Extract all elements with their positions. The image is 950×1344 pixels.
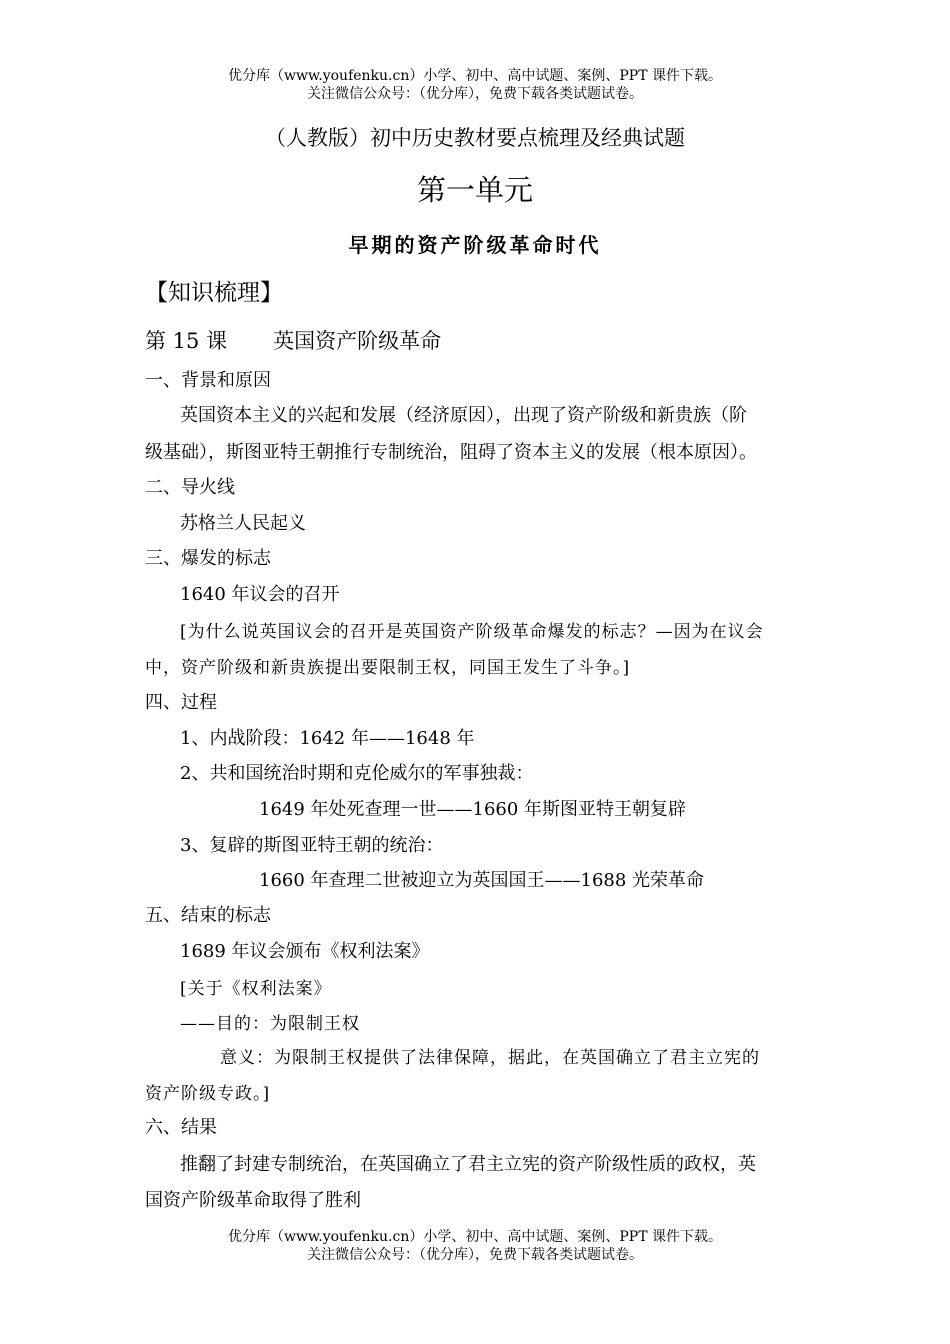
- note: [关于《权利法案》: [180, 979, 332, 999]
- note: ——目的：为限制王权: [180, 1014, 360, 1034]
- unit-title: 第一单元: [416, 173, 533, 207]
- paragraph: 1689 年议会颁布《权利法案》: [180, 941, 430, 962]
- list-item-detail: 1660 年查理二世被迎立为英国国王——1688 光荣革命: [259, 870, 705, 891]
- note: 资产阶级专政。]: [145, 1084, 271, 1104]
- note: 中，资产阶级和新贵族提出要限制王权，同国王发生了斗争。]: [145, 658, 631, 678]
- note: 意义：为限制王权提供了法律保障，据此，在英国确立了君主立宪的: [220, 1048, 760, 1068]
- heading-background: 一、背景和原因: [145, 370, 271, 391]
- note: [为什么说英国议会的召开是英国资产阶级革命爆发的标志？—因为在议会: [180, 622, 764, 642]
- list-item-detail: 1649 年处死查理一世——1660 年斯图亚特王朝复辟: [259, 799, 687, 820]
- section-heading: 【知识梳理】: [145, 280, 283, 306]
- paragraph: 苏格兰人民起义: [180, 513, 306, 534]
- list-item: 2、共和国统治时期和克伦威尔的军事独裁：: [180, 763, 534, 784]
- lesson-heading: [145, 325, 441, 355]
- unit-subtitle: 早期的资产阶级革命时代: [348, 233, 602, 257]
- footer-line-1: 优分库（www.youfenku.cn）小学、初中、高中试题、案例、PPT 课件下载。: [227, 1229, 722, 1245]
- lesson-name: 英国资产阶级革命: [273, 329, 442, 353]
- paragraph: 级基础），斯图亚特王朝推行专制统治，阻碍了资本主义的发展（根本原因）。: [145, 442, 757, 463]
- list-item: 1、内战阶段：1642 年——1648 年: [180, 728, 475, 749]
- lesson-number: 第 15 课: [145, 329, 228, 353]
- footer-line-2: 关注微信公众号：（优分库），免费下载各类试题试卷。: [307, 1247, 643, 1263]
- header-line-1: 优分库（www.youfenku.cn）小学、初中、高中试题、案例、PPT 课件下载。: [227, 68, 722, 84]
- heading-result: 六、结果: [145, 1117, 217, 1138]
- header-line-2: 关注微信公众号：（优分库），免费下载各类试题试卷。: [307, 86, 643, 102]
- heading-outbreak: 三、爆发的标志: [145, 548, 271, 569]
- paragraph: 英国资本主义的兴起和发展（经济原因），出现了资产阶级和新贵族（阶: [180, 405, 747, 426]
- heading-trigger: 二、导火线: [145, 477, 235, 498]
- heading-process: 四、过程: [145, 692, 217, 713]
- paragraph: 1640 年议会的召开: [180, 584, 340, 605]
- list-item: 3、复辟的斯图亚特王朝的统治：: [180, 835, 444, 856]
- heading-end: 五、结束的标志: [145, 905, 271, 926]
- paragraph: 国资产阶级革命取得了胜利: [145, 1190, 361, 1211]
- paragraph: 推翻了封建专制统治，在英国确立了君主立宪的资产阶级性质的政权，英: [180, 1154, 756, 1175]
- document-title: （人教版）初中历史教材要点梳理及经典试题: [265, 126, 685, 150]
